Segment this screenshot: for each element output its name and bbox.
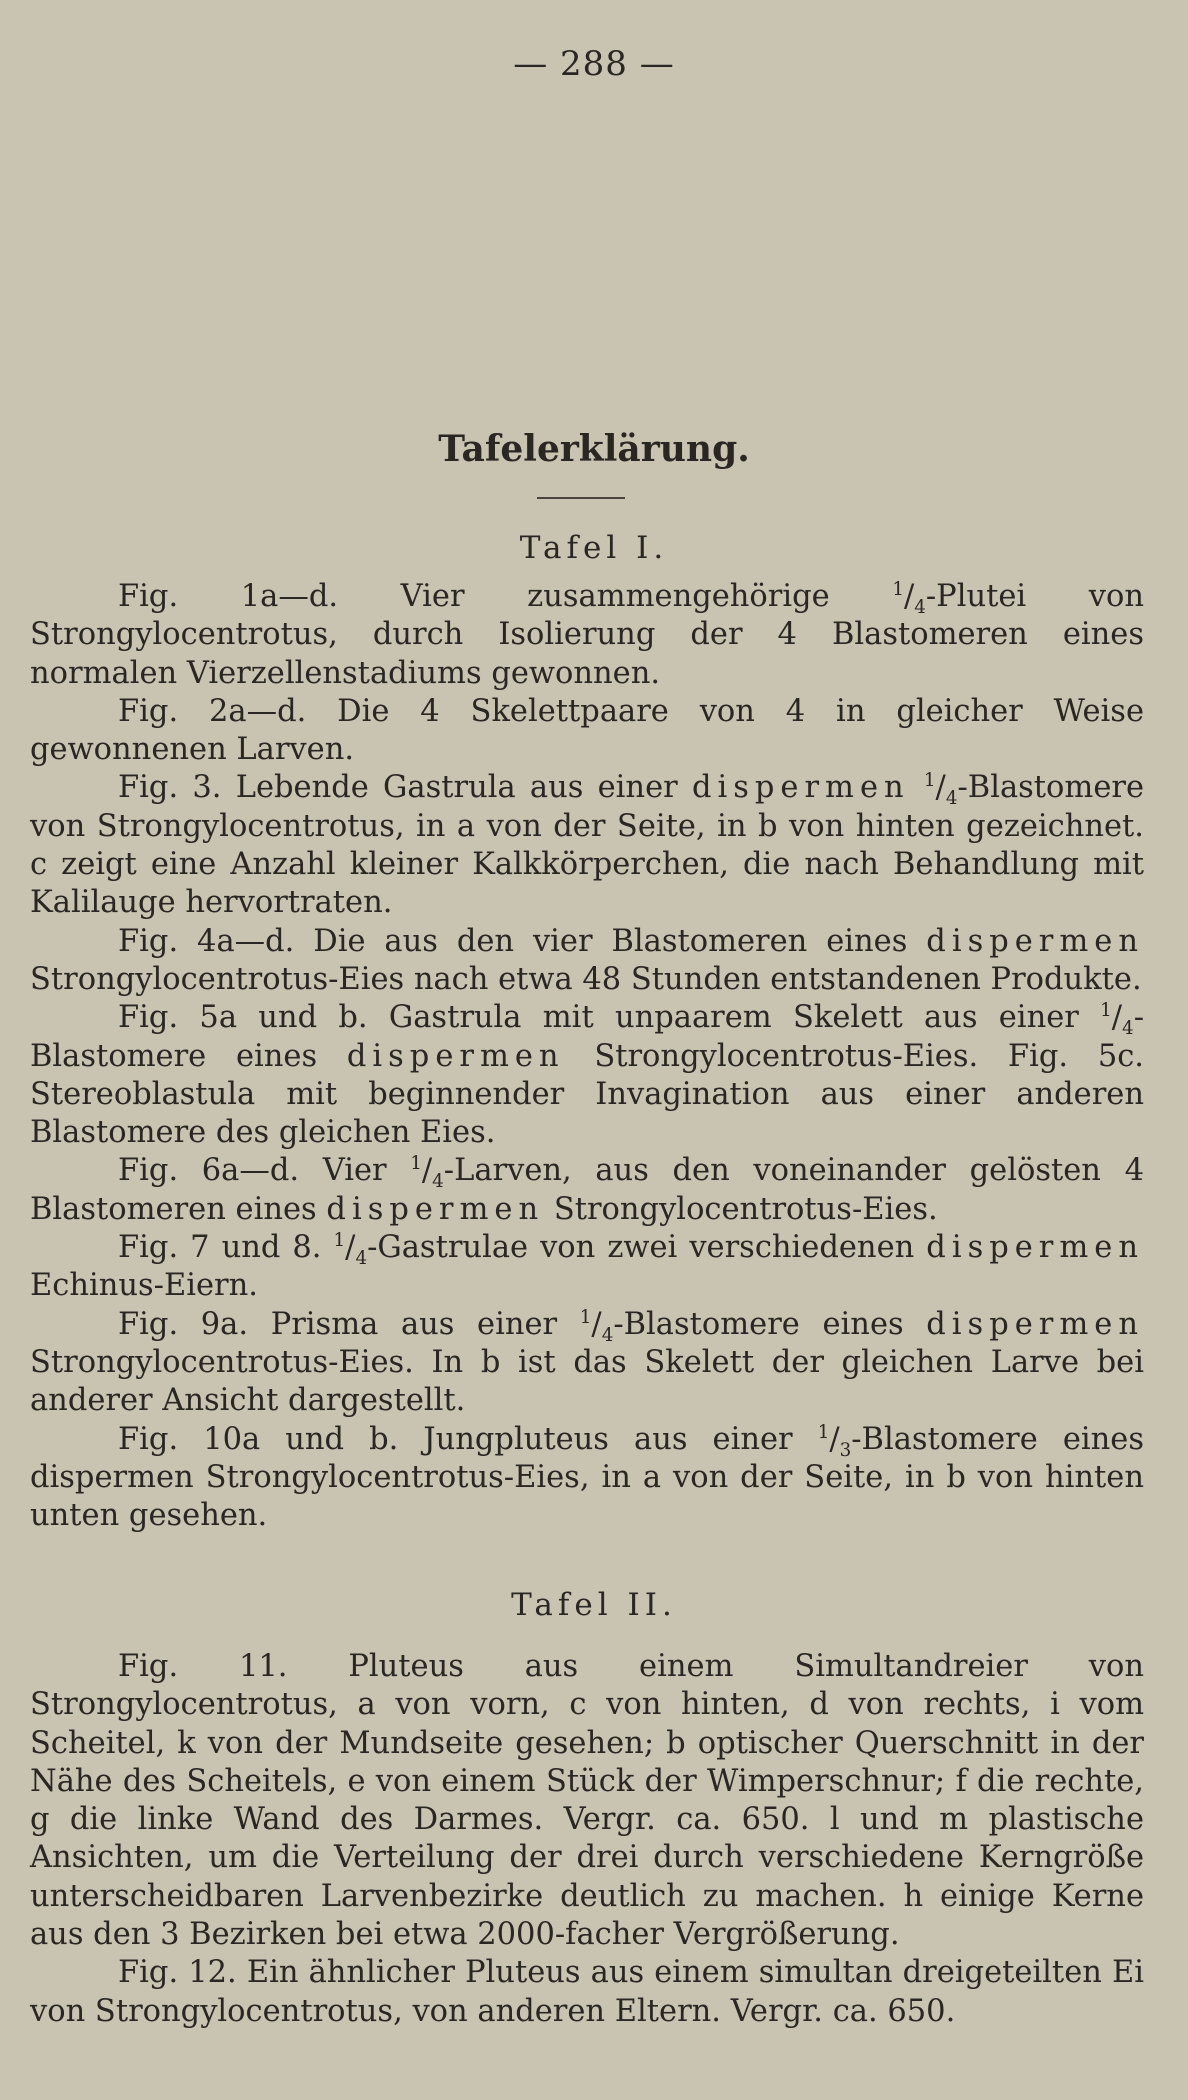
caption-fig-5: Fig. 5a und b. Gastrula mit unpaarem Skelett aus einer $^1/_4$-Blastomere eines dispermen Strongylocentrotus-Eies. Fig. 5c. Stereoblastula mit beginnender Invagination aus einer anderen Blastomere des gleichen Eies. [30, 1000, 1144, 1151]
caption-fig-11: Fig. 11. Pluteus aus einem Simultandreier von Strongylocentrotus, a von vorn, c von hinten, d von rechts, i vom Scheitel, k von der Mundseite gesehen; b optischer Querschnitt in der Nähe des Scheitels, e von einem Stück der Wimperschnur; f die rechte, g die linke Wand des Darmes. Vergr. ca. 650. l und m plastische Ansichten, um die Verteilung der drei durch verschiedene Kerngröße unterscheidbaren Larvenbezirke deutlich zu machen. h einige Kerne aus den 3 Bezirken bei etwa 2000-facher Vergrößerung. [30, 1649, 1144, 1953]
caption-fig-6: Fig. 6a—d. Vier $^1/_4$-Larven, aus den voneinander gelösten 4 Blastomeren eines dispermen Strongylocentrotus-Eies. [30, 1153, 1144, 1227]
tafel-2-captions [30, 1648, 1144, 2031]
caption-fig-3: Fig. 3. Lebende Gastrula aus einer dispermen $^1/_4$-Blastomere von Strongylocentrotus, in a von der Seite, in b von hinten gezeichnet. c zeigt eine Anzahl kleiner Kalkkörperchen, die nach Behandlung mit Kalilauge hervortraten. [30, 770, 1144, 921]
divider-rule [537, 497, 625, 499]
tafel-1-captions [30, 578, 1144, 1535]
section-heading: Tafelerklärung. [438, 428, 750, 470]
caption-fig-12: Fig. 12. Ein ähnlicher Pluteus aus einem simultan dreigeteilten Ei von Strongylocentrotus, von anderen Eltern. Vergr. ca. 650. [30, 1955, 1144, 2029]
caption-fig-4: Fig. 4a—d. Die aus den vier Blastomeren eines dispermen Strongylocentrotus-Eies nach etwa 48 Stunden entstandenen Produkte. [30, 923, 1144, 997]
page-number: — 288 — [513, 44, 675, 84]
caption-fig-2: Fig. 2a—d. Die 4 Skelettpaare von 4 in gleicher Weise gewonnenen Larven. [30, 693, 1144, 768]
caption-fig-9: Fig. 9a. Prisma aus einer $^1/_4$-Blastomere eines dispermen Strongylocentrotus-Eies. In b ist das Skelett der gleichen Larve bei anderer Ansicht dargestellt. [30, 1306, 1144, 1419]
caption-fig-10: Fig. 10a und b. Jungpluteus aus einer $^1/_3$-Blastomere eines dispermen Strongylocentrotus-Eies, in a von der Seite, in b von hinten unten gesehen. [30, 1421, 1144, 1534]
caption-fig-1: Fig. 1a—d. Vier zusammengehörige $^1/_4$-Plutei von Strongylocentrotus, durch Isolierung der 4 Blastomeren eines normalen Vierzellenstadiums gewonnen. [30, 578, 1145, 691]
caption-fig-7-8: Fig. 7 und 8. $^1/_4$-Gastrulae von zwei verschiedenen dispermen Echinus-Eiern. [30, 1229, 1144, 1304]
tafel-2-title: Tafel II. [511, 1587, 677, 1623]
tafel-1-title: Tafel I. [519, 530, 669, 566]
